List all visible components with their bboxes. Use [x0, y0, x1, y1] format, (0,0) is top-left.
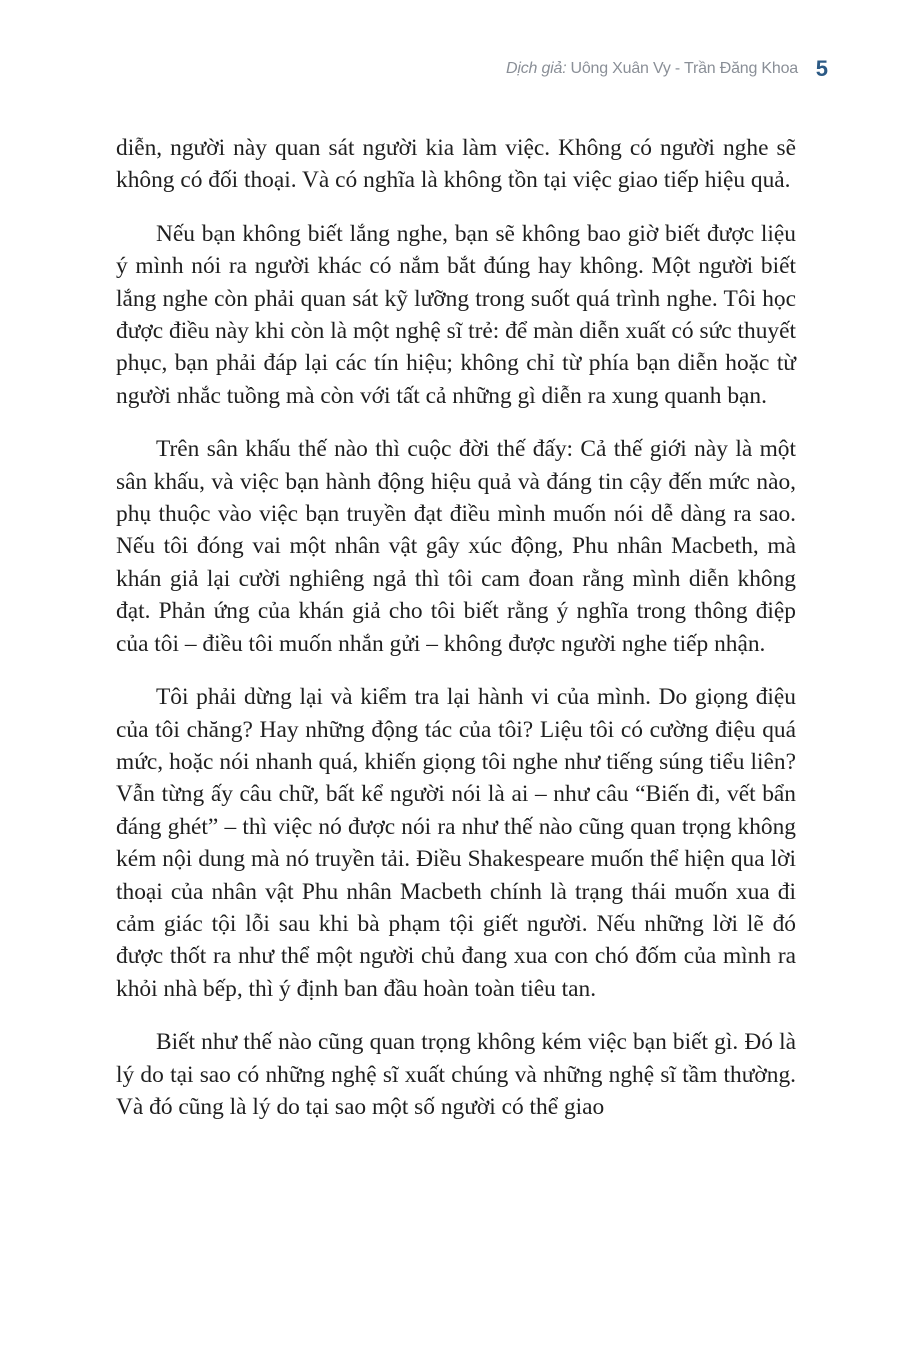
body-text — [116, 132, 796, 1144]
paragraph-listening: Nếu bạn không biết lắng nghe, bạn sẽ không bao giờ biết được liệu ý mình nói ra người khác có nắm bắt đúng hay không. Một người biết lắng nghe còn phải quan sát kỹ lưỡng trong suốt quá trình nghe. Tôi học được điều này khi còn là một nghệ sĩ trẻ: để màn diễn xuất có sức thuyết phục, bạn phải đáp lại các tín hiệu; không chỉ từ phía bạn diễn hoặc từ người nhắc tuồng mà còn với tất cả những gì diễn ra xung quanh bạn. — [116, 220, 796, 409]
translator-label: Dịch giả: — [506, 60, 567, 77]
translator-names: Uông Xuân Vy - Trần Đăng Khoa — [570, 60, 798, 77]
paragraph-stage: Trên sân khấu thế nào thì cuộc đời thế đấy: Cả thế giới này là một sân khấu, và việc bạn hành động hiệu quả và đáng tin cậy đến mức nào, phụ thuộc vào việc bạn truyền đạt điều mình muốn nói dễ dàng ra sao. Nếu tôi đóng vai một nhân vật gây xúc động, Phu nhân Macbeth, mà khán giả lại cười nghiêng ngả thì tôi cam đoan rằng mình diễn không đạt. Phản ứng của khán giả cho tôi biết rằng ý nghĩa trong thông điệp của tôi – điều tôi muốn nhắn gửi – không được người nghe tiếp nhận. — [116, 436, 796, 657]
page-number: 5 — [815, 56, 828, 81]
paragraph-knowing-how: Biết như thế nào cũng quan trọng không kém việc bạn biết gì. Đó là lý do tại sao có những nghệ sĩ xuất chúng và những nghệ sĩ tầm thường. Và đó cũng là lý do tại sao một số người có thể giao — [116, 1029, 796, 1120]
paragraph-self-check: Tôi phải dừng lại và kiểm tra lại hành vi của mình. Do giọng điệu của tôi chăng? Hay những động tác của tôi? Liệu tôi có cường điệu quá mức, hoặc nói nhanh quá, khiến giọng tôi nghe như tiếng súng tiểu liên? Vẫn từng ấy câu chữ, bất kể người nói là ai – như câu “Biến đi, vết bẩn đáng ghét” – thì việc nó được nói ra như thế nào cũng quan trọng không kém nội dung mà nó truyền tải. Điều Shakespeare muốn thể hiện qua lời thoại của nhân vật Phu nhân Macbeth chính là trạng thái muốn xua đi cảm giác tội lỗi sau khi bà phạm tội giết người. Nếu những lời lẽ đó được thốt ra như thể một người chủ đang xua con chó đốm của mình ra khỏi nhà bếp, thì ý định ban đầu hoàn toàn tiêu tan. — [116, 684, 796, 1002]
running-header — [506, 60, 798, 88]
paragraph-continuation: diễn, người này quan sát người kia làm việc. Không có người nghe sẽ không có đối thoại. Và có nghĩa là không tồn tại việc giao tiếp hiệu quả. — [116, 135, 796, 194]
